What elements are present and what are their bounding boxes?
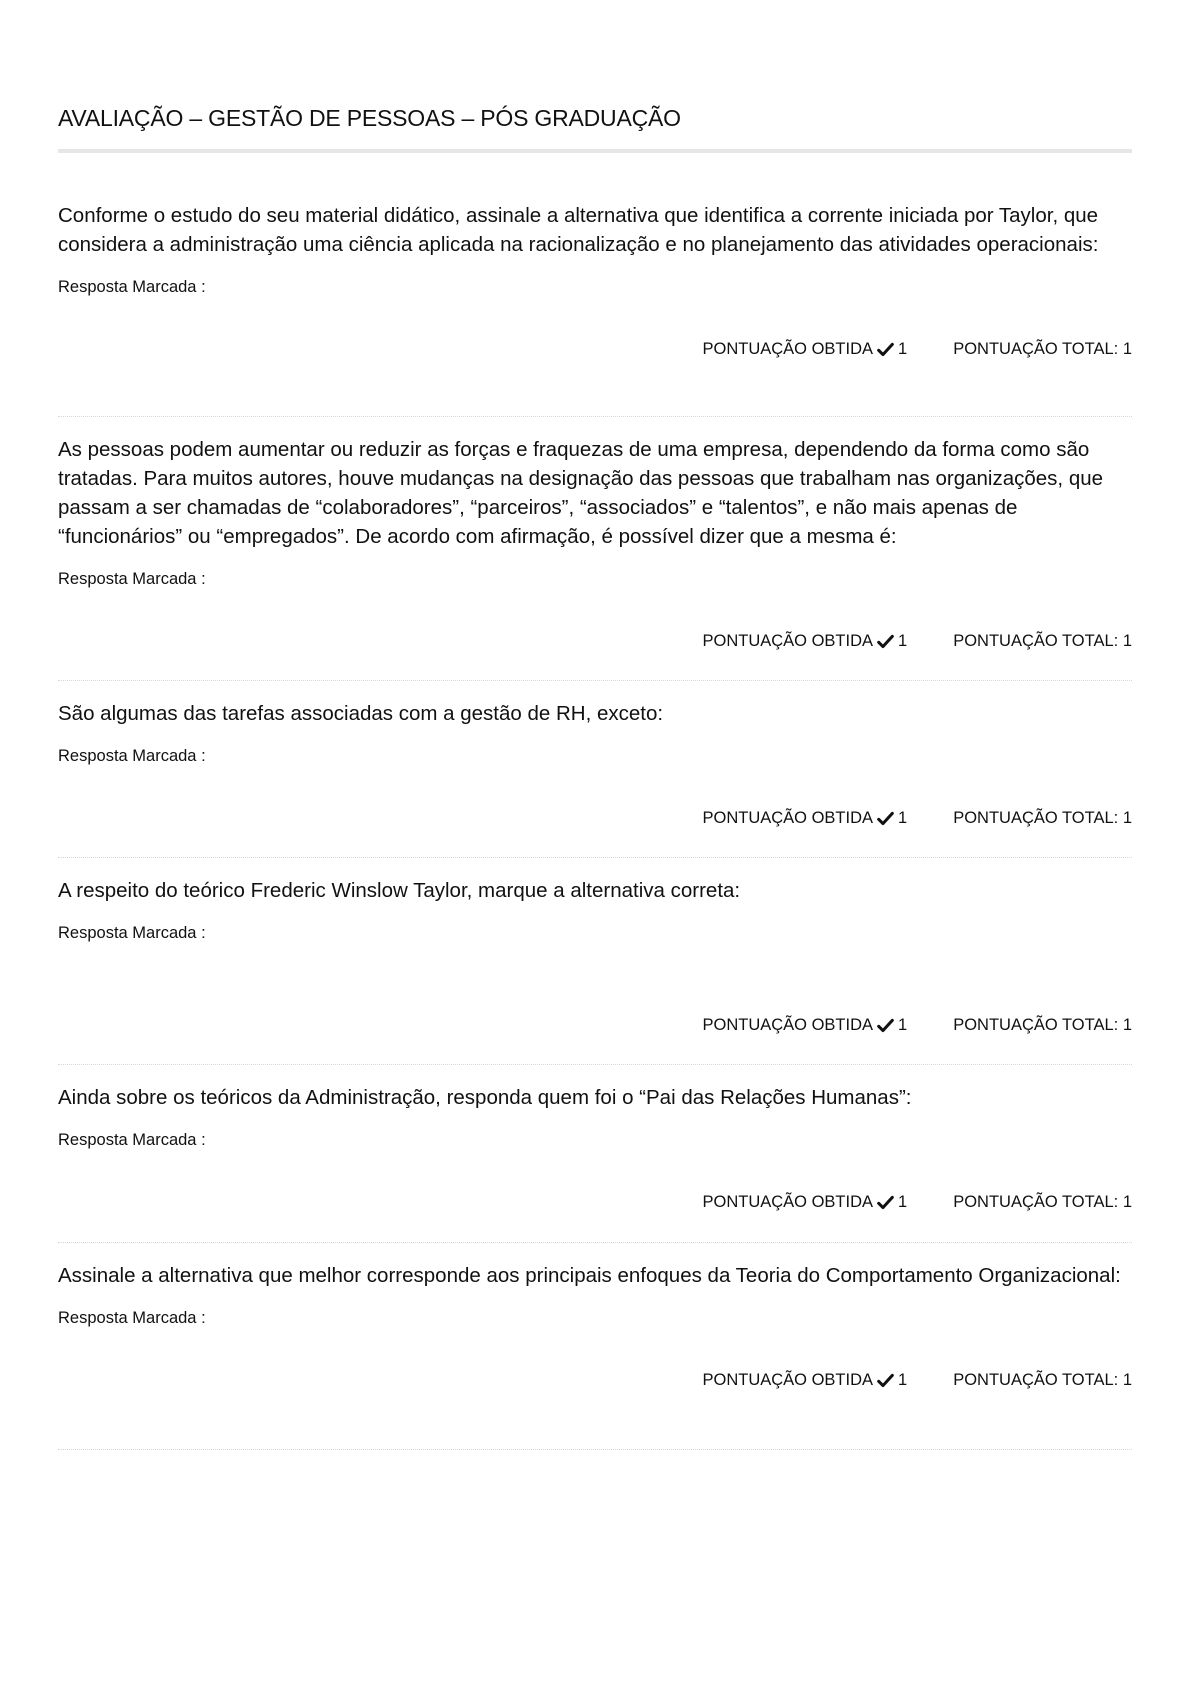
answer-marked-label: Resposta Marcada : — [58, 1131, 206, 1149]
score-obtained — [702, 1014, 907, 1036]
question-text: Conforme o estudo do seu material didático, assinale a alternativa que identifica a corrente iniciada por Taylor, que considera a administração uma ciência aplicada na racionalização e no planejamento das atividades operacionais: — [58, 204, 1099, 256]
check-icon — [877, 1372, 894, 1389]
page-title: AVALIAÇÃO – GESTÃO DE PESSOAS – PÓS GRADUAÇÃO — [58, 105, 681, 131]
score-obtained — [702, 1191, 907, 1213]
question-text: A respeito do teórico Frederic Winslow Taylor, marque a alternativa correta: — [58, 879, 741, 902]
check-icon — [877, 633, 894, 650]
score-obtained-value: 1 — [898, 632, 908, 650]
score-obtained-label: PONTUAÇÃO OBTIDA — [702, 1016, 874, 1034]
score-total: PONTUAÇÃO TOTAL: 1 — [953, 340, 1132, 358]
score-obtained — [702, 807, 907, 829]
score-obtained-value: 1 — [898, 809, 908, 827]
question-item — [58, 1065, 1132, 1243]
score-obtained — [702, 630, 907, 652]
score-total: PONTUAÇÃO TOTAL: 1 — [953, 1016, 1132, 1034]
score-total: PONTUAÇÃO TOTAL: 1 — [953, 1371, 1132, 1389]
question-text: As pessoas podem aumentar ou reduzir as forças e fraquezas de uma empresa, dependendo da forma como são tratadas. Para muitos autores, houve mudanças na designação das pessoas que trabalham nas organizações, que passam a ser chamadas de “colaboradores”, “parceiros”, “associados” e “talentos”, e não mais apenas de “funcionários” ou “empregados”. De acordo com afirmação, é possível dizer que a mesma é: — [58, 438, 1104, 548]
answer-marked-label: Resposta Marcada : — [58, 924, 206, 942]
question-list — [58, 201, 1132, 1450]
question-item — [58, 201, 1132, 417]
title-divider — [58, 149, 1132, 153]
score-obtained-value: 1 — [898, 1193, 908, 1211]
score-row — [58, 338, 1132, 360]
score-obtained-label: PONTUAÇÃO OBTIDA — [702, 809, 874, 827]
score-obtained-value: 1 — [898, 1016, 908, 1034]
score-obtained-label: PONTUAÇÃO OBTIDA — [702, 632, 874, 650]
answer-marked-label: Resposta Marcada : — [58, 278, 206, 296]
check-icon — [877, 1017, 894, 1034]
score-obtained-label: PONTUAÇÃO OBTIDA — [702, 340, 874, 358]
score-total: PONTUAÇÃO TOTAL: 1 — [953, 809, 1132, 827]
question-text: Ainda sobre os teóricos da Administração, responda quem foi o “Pai das Relações Humanas”: — [58, 1086, 912, 1109]
score-obtained — [702, 338, 907, 360]
score-row — [58, 807, 1132, 829]
check-icon — [877, 1194, 894, 1211]
score-obtained-label: PONTUAÇÃO OBTIDA — [702, 1371, 874, 1389]
check-icon — [877, 810, 894, 827]
check-icon — [877, 341, 894, 358]
answer-marked-label: Resposta Marcada : — [58, 570, 206, 588]
question-text: São algumas das tarefas associadas com a gestão de RH, exceto: — [58, 702, 664, 725]
question-item — [58, 1243, 1132, 1450]
question-text: Assinale a alternativa que melhor corresponde aos principais enfoques da Teoria do Comportamento Organizacional: — [58, 1264, 1121, 1287]
score-total: PONTUAÇÃO TOTAL: 1 — [953, 632, 1132, 650]
score-obtained-label: PONTUAÇÃO OBTIDA — [702, 1193, 874, 1211]
score-row — [58, 630, 1132, 652]
answer-marked-label: Resposta Marcada : — [58, 1309, 206, 1327]
answer-marked-label: Resposta Marcada : — [58, 747, 206, 765]
score-row — [58, 1014, 1132, 1036]
score-total: PONTUAÇÃO TOTAL: 1 — [953, 1193, 1132, 1211]
score-row — [58, 1369, 1132, 1391]
question-item — [58, 417, 1132, 681]
score-row — [58, 1191, 1132, 1213]
score-obtained — [702, 1369, 907, 1391]
question-item — [58, 681, 1132, 858]
score-obtained-value: 1 — [898, 340, 908, 358]
score-obtained-value: 1 — [898, 1371, 908, 1389]
question-item — [58, 858, 1132, 1065]
